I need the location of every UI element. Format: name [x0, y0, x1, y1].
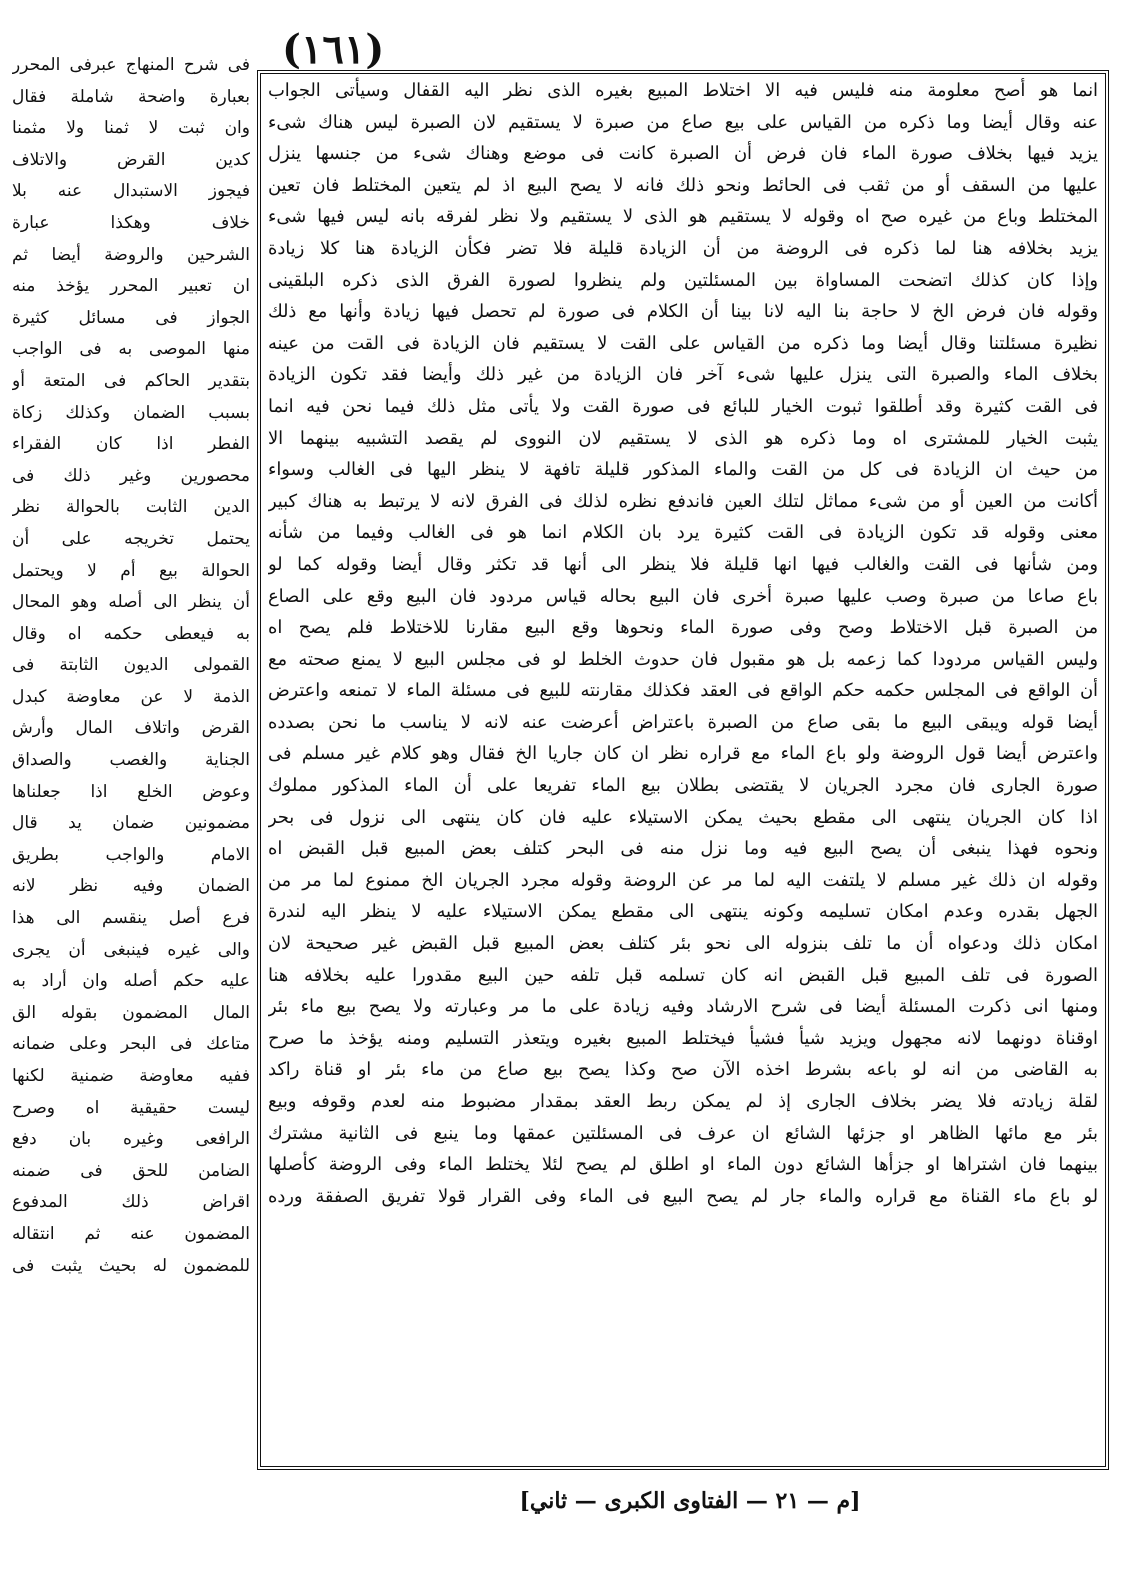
margin-line: الفطر اذا كان الفقراء [12, 434, 250, 455]
margin-line: الرافعى وغيره بان دفع [12, 1129, 250, 1150]
margin-line: الضمان وفيه نظر لانه [12, 876, 250, 897]
text-line: عليها من السقف أو من ثقب فى الحائط ونحو ذلك فانه لا يصح البيع اذ لم يتعين المختلط فان تعين [268, 174, 1098, 196]
text-line: بخلاف الماء والصبرة التى ينزل عليها شىء آخر فان الزيادة من غير ذلك وأيضا فقد تكون الزيادة [268, 364, 1098, 386]
text-line: وإذا كان كذلك اتضحت المساواة بين المسئلتين ولم ينظروا لصورة الفرق الذى ذكره البلقينى [268, 269, 1098, 291]
text-line: انما هو أصح معلومة منه فليس فيه الا اختلاط المبيع بغيره الذى نظر اليه القفال وسيأتى الجواب [268, 80, 1098, 101]
text-line: يزيد بخلافه هنا لما ذكره فى الروضة من أن الزيادة قليلة فلا تضر فكأن الزيادة هنا كلا زيادة [268, 237, 1098, 259]
text-line: واعترض أيضا قول الروضة ولو باع الماء مع قراره نظر ان كان جاريا الخ فقال وهو كلام غير مسلم فى [268, 743, 1098, 765]
text-line: اوقناة دونهما لانه مجهول ويزيد شيأ فشيأ فيختلط المبيع بغيره ويتعذر التسليم ومنه يؤخذ ما صرح [268, 1027, 1098, 1049]
margin-line: أن ينظر الى أصله وهو المحال [12, 592, 250, 613]
text-line: وليس القياس مردودا كما زعمه بل هو مقبول فان حدوث الخلط لو فى مجلس البيع لا يمنع صحته مع [268, 648, 1098, 670]
margin-line: عليه حكم أصله وان أراد به [12, 971, 250, 992]
margin-line: فرع أصل ينقسم الى هذا [12, 908, 250, 929]
text-line: الجهل بقدره وعدم امكان تسليمه وكونه ينتهى الى مقطع يمكن الاستيلاء عليه لا ينظر اليه لندرة [268, 901, 1098, 923]
margin-line: بعبارة واضحة شاملة فقال [12, 86, 250, 107]
margin-line: ففيه معاوضة ضمنية لكنها [12, 1066, 250, 1086]
margin-line: الدين الثابت بالحوالة نظر [12, 497, 250, 518]
margin-line: يحتمل تخريجه على أن [12, 528, 250, 549]
page-number: (١٦١) [282, 26, 385, 73]
margin-line: الشرحين والروضة أيضا ثم [12, 244, 250, 265]
margin-line: الجناية والغصب والصداق [12, 750, 250, 771]
margin-line: القمولى الديون الثابتة فى [12, 655, 250, 676]
text-line: امكان ذلك ودعواه أن ما تلف بنزوله الى نحو بئر كتلف بعض المبيع قبل القبض غير صحيحة لان [268, 933, 1098, 955]
text-line: من الصبرة قبل الاختلاط وصح وفى صورة الماء ونحوها وقع البيع مقارنا للاختلاط فلم يصح اه [268, 617, 1098, 639]
margin-line: اقراض ذلك المدفوع [12, 1192, 250, 1213]
text-line: نظيرة مسئلتنا وقال أيضا وما ذكره من القياس على القت لا يستقيم فان الزيادة فى القت من عينه [268, 332, 1098, 354]
signature-line: [م — ٢١ — الفتاوى الكبرى — ثاني] [519, 1488, 861, 1514]
margin-line: للمضمون له بحيث يثبت فى [12, 1255, 250, 1276]
text-line: المختلط وباع من غيره صح اه وقوله لا يستقيم هو الذى لا يستقيم ولا نظر لفرقه بانه ليس فيها شىء [268, 206, 1098, 228]
margin-line: والى غيره فينبغى أن يجرى [12, 939, 250, 960]
margin-line: المضمون عنه ثم انتقاله [12, 1223, 250, 1244]
text-line: من حيث ان الزيادة فى كل من القت والماء المذكور قليلة تافهة لا ينظر اليها فى الغالب وسواء [268, 459, 1098, 481]
margin-line: وان ثبت لا ثمنا ولا مثمنا [12, 118, 250, 139]
text-line: عنه وقال أيضا وما ذكره من القياس على بيع صاع من صبرة لا يستقيم لان الصبرة ليس هناك شىء [268, 111, 1098, 133]
margin-line: القرض واتلاف المال وأرش [12, 718, 250, 739]
margin-line: الذمة لا عن معاوضة كبدل [12, 686, 250, 707]
text-line: يثبت الخيار للمشترى اه وما ذكره هو الذى لا يستقيم لان النووى لم يقصد التشبيه بينهما الا [268, 427, 1098, 449]
margin-line: كدين القرض والاتلاف [12, 149, 250, 170]
text-line: باع صاعا من صبرة وصب عليها صبرة أخرى فان البيع بحاله قياس مردود فان البيع وقع على الصاع [268, 585, 1098, 607]
margin-line: ان تعبير المحرر يؤخذ منه [12, 276, 250, 297]
text-line: وقوله ان ذلك غير مسلم لا يلتفت اليه لما مر عن الروضة وقوله مجرد الجريان الخ ممنوع لما مر من [268, 869, 1098, 891]
text-line: بينهما فان اشتراها او جزأها الشائع دون الماء او اطلق لم يصح لئلا يختلط الماء وفى الروضة كأصلها [268, 1154, 1098, 1176]
text-line: صورة الجارى فان مجرد الجريان لا يقتضى بطلان بيع الماء تفريعا على أن الماء المذكور مملوك [268, 775, 1098, 797]
main-text-body [268, 75, 1098, 1467]
margin-line: مضمونين ضمان يد قال [12, 813, 250, 834]
text-line: لو باع ماء القناة مع قراره والماء جار لم يصح البيع فى الماء وفى القرار قولا تفريق الصفقة ورده [268, 1185, 1098, 1207]
text-line: يزيد فيها بخلاف صورة الماء فان فرض أن الصبرة كانت فى موضع وهناك شىء من جنسها ينزل [268, 143, 1098, 165]
margin-line: منها الموصى به فى الواجب [12, 339, 250, 360]
text-line: ونحوه فهذا ينبغى أن يصح البيع فيه وما نزل منه فى البحر كتلف بعض المبيع قبل القبض اه [268, 838, 1098, 860]
margin-line: وعوض الخلع اذا جعلناها [12, 781, 250, 802]
margin-line: به فيعطى حكمه اه وقال [12, 623, 250, 644]
margin-line: محصورين وغير ذلك فى [12, 465, 250, 486]
margin-line: فيجوز الاستبدال عنه بلا [12, 181, 250, 202]
margin-line: فى شرح المنهاج عبرفى المحرر [12, 55, 250, 75]
margin-commentary [12, 50, 250, 1470]
margin-line: الامام والواجب بطريق [12, 844, 250, 865]
margin-line: الجواز فى مسائل كثيرة [12, 307, 250, 328]
text-line: أكانت من العين أو من شىء مماثل لتلك العين فاندفع نظره لذلك فى الفرق لانه لا يرتبط به هناك كبير [268, 490, 1098, 512]
text-line: أن الواقع فى المجلس حكمه حكم الواقع فى العقد فكذلك مقارنته للبيع فى مسئلة الماء لا تمنعه واعترض [268, 680, 1098, 702]
text-line: أيضا قوله ويبقى البيع ما بقى صاع من الصبرة باعتراض أعرضت عنه لانه لا يناسب ما نحن بصدده [268, 711, 1098, 733]
margin-line: الحوالة بيع أم لا ويحتمل [12, 560, 250, 581]
margin-line: خلاف وهكذا عبارة [12, 212, 250, 233]
margin-line: المال المضمون بقوله الق [12, 1002, 250, 1023]
text-line: لقلة زيادته فلا يضر بخلاف الجارى إذ لم يمكن ربط العقد بمقدار مضبوط منه لعدم وقوفه وبيع [268, 1091, 1098, 1112]
margin-line: بتقدير الحاكم فى المتعة أو [12, 370, 250, 391]
text-line: معنى وقوله قد تكون الزيادة فى القت كثيرة يرد بان الكلام انما هو فى الغالب وفيما من شأنه [268, 522, 1098, 544]
text-line: به القاضى من انه لو باعه بشرط اخذه الآن صح وكذا يصح بيع صاع من ماء بئر او قناة راكد [268, 1059, 1098, 1081]
margin-line: الضامن للحق فى ضمنه [12, 1160, 250, 1181]
text-line: الصورة فى تلف المبيع قبل القبض انه كان تسلمه قبل تلفه حين البيع مقدورا عليه بخلافه هنا [268, 964, 1098, 986]
margin-line: متاعك فى البحر وعلى ضمانه [12, 1034, 250, 1055]
text-line: وقوله فان فرض الخ لا حاجة بنا اليه لانا بينا أن الكلام فى صورة لم تحصل فيها زيادة وأنها مع ذلك [268, 301, 1098, 323]
text-line: ومنها انى ذكرت المسئلة أيضا فى شرح الارشاد وفيه زيادة على ما مر وعبارته ولا يصح بيع ماء بئر [268, 996, 1098, 1018]
text-line: بئر مع مائها الظاهر او جزئها الشائع ان عرف فى المسئلتين عمقها وما ينبع فى الثانية مشترك [268, 1122, 1098, 1144]
margin-line: بسبب الضمان وكذلك زكاة [12, 402, 250, 423]
text-line: ومن شأنها فى القت والغالب فيها انها قليلة فلا ينظر الى أنها قد تكثر وقال أيضا وقوله كما لو [268, 553, 1098, 575]
text-line: فى القت كثيرة وقد أطلقوا ثبوت الخيار للبائع فى صورة القت ولا يأتى مثل ذلك فيما نحن فيه انما [268, 395, 1098, 417]
text-line: اذا كان الجريان ينتهى الى مقطع بحيث يمكن الاستيلاء عليه فان كان ينتهى الى نزول فى بحر [268, 806, 1098, 828]
margin-line: ليست حقيقية اه وصرح [12, 1097, 250, 1118]
